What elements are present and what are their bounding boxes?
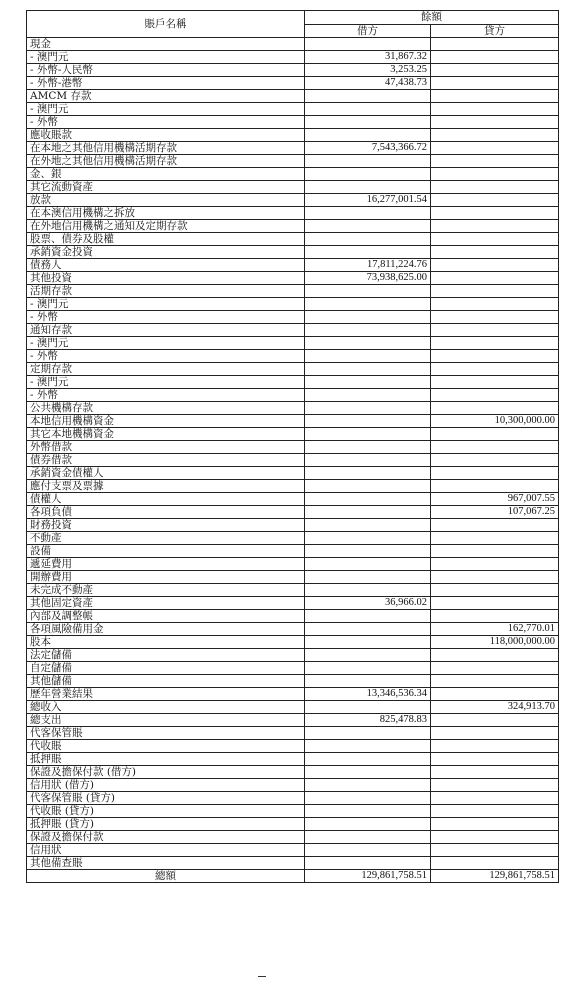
table-row	[27, 636, 559, 649]
credit-cell	[431, 246, 559, 259]
credit-cell: 162,770.01	[431, 623, 559, 636]
debit-cell	[305, 467, 431, 480]
table-row	[27, 259, 559, 272]
account-name-cell: 現金	[27, 38, 305, 51]
debit-cell	[305, 831, 431, 844]
credit-cell	[431, 740, 559, 753]
debit-cell	[305, 753, 431, 766]
account-name-cell: - 外幣	[27, 350, 305, 363]
account-name-cell: 通知存款	[27, 324, 305, 337]
credit-cell	[431, 610, 559, 623]
debit-cell	[305, 220, 431, 233]
table-row	[27, 779, 559, 792]
account-name-cell: 保證及擔保付款 (借方)	[27, 766, 305, 779]
debit-cell	[305, 558, 431, 571]
debit-cell: 47,438.73	[305, 77, 431, 90]
debit-cell	[305, 376, 431, 389]
account-name-cell: 信用狀	[27, 844, 305, 857]
account-name-cell: - 澳門元	[27, 51, 305, 64]
debit-cell	[305, 844, 431, 857]
credit-cell	[431, 519, 559, 532]
debit-cell	[305, 155, 431, 168]
account-name-cell: 外幣借款	[27, 441, 305, 454]
table-row	[27, 285, 559, 298]
debit-cell	[305, 818, 431, 831]
account-name-cell: 放款	[27, 194, 305, 207]
credit-cell: 118,000,000.00	[431, 636, 559, 649]
table-row	[27, 701, 559, 714]
account-name-cell: - 外幣	[27, 389, 305, 402]
account-name-cell: - 澳門元	[27, 337, 305, 350]
credit-cell	[431, 844, 559, 857]
table-row	[27, 740, 559, 753]
account-name-cell: 其他備查賬	[27, 857, 305, 870]
table-row	[27, 519, 559, 532]
account-name-cell: - 外幣-港幣	[27, 77, 305, 90]
account-name-cell: 歷年營業結果	[27, 688, 305, 701]
table-row	[27, 415, 559, 428]
table-row	[27, 532, 559, 545]
table-row	[27, 194, 559, 207]
account-name-cell: 其它本地機構資金	[27, 428, 305, 441]
account-name-cell: 其他投資	[27, 272, 305, 285]
credit-cell: 967,007.55	[431, 493, 559, 506]
debit-cell	[305, 649, 431, 662]
account-name-cell: - 澳門元	[27, 376, 305, 389]
debit-cell: 16,277,001.54	[305, 194, 431, 207]
debit-cell	[305, 636, 431, 649]
credit-cell	[431, 571, 559, 584]
balance-header: 餘額	[305, 11, 559, 25]
table-row	[27, 116, 559, 129]
account-name-cell: 本地信用機構資金	[27, 415, 305, 428]
credit-cell	[431, 480, 559, 493]
debit-cell	[305, 493, 431, 506]
table-row	[27, 77, 559, 90]
credit-cell	[431, 857, 559, 870]
table-row	[27, 662, 559, 675]
account-name-cell: 總支出	[27, 714, 305, 727]
credit-cell	[431, 376, 559, 389]
account-name-cell: 其它流動資產	[27, 181, 305, 194]
credit-cell	[431, 441, 559, 454]
table-row	[27, 558, 559, 571]
table-row	[27, 90, 559, 103]
debit-cell	[305, 506, 431, 519]
account-name-cell: 信用狀 (借方)	[27, 779, 305, 792]
credit-cell	[431, 259, 559, 272]
table-row	[27, 805, 559, 818]
debit-cell	[305, 233, 431, 246]
account-name-cell: 內部及調整帳	[27, 610, 305, 623]
table-row	[27, 402, 559, 415]
table-row	[27, 168, 559, 181]
table-row	[27, 272, 559, 285]
debit-cell	[305, 103, 431, 116]
credit-cell	[431, 129, 559, 142]
debit-cell	[305, 207, 431, 220]
debit-cell	[305, 38, 431, 51]
table-row	[27, 584, 559, 597]
debit-cell: 825,478.83	[305, 714, 431, 727]
debit-cell	[305, 584, 431, 597]
debit-cell	[305, 415, 431, 428]
table-header	[27, 11, 559, 38]
table-row	[27, 792, 559, 805]
account-name-cell: 承銷資金債權人	[27, 467, 305, 480]
account-name-cell: 未完成不動產	[27, 584, 305, 597]
debit-cell	[305, 779, 431, 792]
account-name-cell: 自定儲備	[27, 662, 305, 675]
table-row	[27, 233, 559, 246]
table-row	[27, 51, 559, 64]
debit-cell	[305, 246, 431, 259]
table-row	[27, 428, 559, 441]
table-row	[27, 298, 559, 311]
credit-cell	[431, 662, 559, 675]
debit-cell	[305, 857, 431, 870]
debit-cell	[305, 298, 431, 311]
table-row	[27, 376, 559, 389]
account-name-cell: 設備	[27, 545, 305, 558]
debit-cell	[305, 441, 431, 454]
credit-cell	[431, 298, 559, 311]
credit-cell	[431, 545, 559, 558]
credit-cell	[431, 168, 559, 181]
credit-cell	[431, 77, 559, 90]
table-row	[27, 350, 559, 363]
account-name-cell: - 外幣	[27, 116, 305, 129]
debit-cell	[305, 766, 431, 779]
credit-cell: 10,300,000.00	[431, 415, 559, 428]
account-name-cell: 代客保管賬	[27, 727, 305, 740]
table-row	[27, 454, 559, 467]
table-row	[27, 844, 559, 857]
account-name-cell: 各項負債	[27, 506, 305, 519]
table-row	[27, 545, 559, 558]
table-row	[27, 727, 559, 740]
account-name-cell: 保證及擔保付款	[27, 831, 305, 844]
account-name-cell: 債權人	[27, 493, 305, 506]
debit-cell: 13,346,536.34	[305, 688, 431, 701]
total-label: 總額	[27, 870, 305, 883]
credit-cell	[431, 142, 559, 155]
credit-cell	[431, 272, 559, 285]
table-row	[27, 207, 559, 220]
account-name-cell: 債務人	[27, 259, 305, 272]
table-row	[27, 857, 559, 870]
table-row	[27, 181, 559, 194]
account-name-cell: 活期存款	[27, 285, 305, 298]
account-name-cell: 開辦費用	[27, 571, 305, 584]
debit-cell	[305, 454, 431, 467]
debit-cell: 36,966.02	[305, 597, 431, 610]
credit-cell	[431, 584, 559, 597]
account-name-cell: 總收入	[27, 701, 305, 714]
credit-cell	[431, 792, 559, 805]
credit-cell	[431, 688, 559, 701]
debit-cell	[305, 740, 431, 753]
credit-cell	[431, 454, 559, 467]
account-name-cell: - 澳門元	[27, 298, 305, 311]
debit-cell	[305, 285, 431, 298]
account-name-cell: 不動產	[27, 532, 305, 545]
credit-cell	[431, 350, 559, 363]
credit-cell	[431, 597, 559, 610]
credit-cell	[431, 116, 559, 129]
credit-cell	[431, 38, 559, 51]
account-name-cell: 抵押賬	[27, 753, 305, 766]
credit-cell	[431, 675, 559, 688]
account-name-cell: 承銷資金投資	[27, 246, 305, 259]
credit-cell	[431, 337, 559, 350]
account-name-cell: 財務投資	[27, 519, 305, 532]
credit-cell	[431, 207, 559, 220]
account-name-cell: - 澳門元	[27, 103, 305, 116]
account-name-cell: 代收賬	[27, 740, 305, 753]
table-row	[27, 324, 559, 337]
table-body	[27, 38, 559, 870]
account-name-cell: 遞延費用	[27, 558, 305, 571]
table-footer	[27, 870, 559, 883]
account-name-cell: 抵押賬 (貸方)	[27, 818, 305, 831]
credit-cell	[431, 181, 559, 194]
debit-cell	[305, 480, 431, 493]
credit-cell	[431, 467, 559, 480]
debit-cell	[305, 662, 431, 675]
table-row	[27, 818, 559, 831]
credit-cell	[431, 532, 559, 545]
credit-cell	[431, 818, 559, 831]
table-row	[27, 688, 559, 701]
debit-cell	[305, 311, 431, 324]
debit-header: 借方	[305, 24, 431, 38]
account-name-cell: - 外幣	[27, 311, 305, 324]
debit-cell	[305, 792, 431, 805]
debit-cell	[305, 129, 431, 142]
table-row	[27, 753, 559, 766]
debit-cell: 31,867.32	[305, 51, 431, 64]
debit-cell	[305, 337, 431, 350]
credit-cell	[431, 389, 559, 402]
debit-cell	[305, 116, 431, 129]
table-row	[27, 103, 559, 116]
credit-cell	[431, 194, 559, 207]
debit-cell	[305, 168, 431, 181]
credit-cell	[431, 233, 559, 246]
table-row	[27, 610, 559, 623]
debit-cell	[305, 805, 431, 818]
table-row	[27, 64, 559, 77]
account-name-header: 賬戶名稱	[27, 11, 305, 38]
debit-cell	[305, 90, 431, 103]
credit-cell	[431, 363, 559, 376]
table-row	[27, 493, 559, 506]
debit-cell	[305, 623, 431, 636]
debit-cell	[305, 181, 431, 194]
debit-cell	[305, 727, 431, 740]
account-name-cell: 公共機構存款	[27, 402, 305, 415]
account-name-cell: 應收賬款	[27, 129, 305, 142]
debit-cell: 73,938,625.00	[305, 272, 431, 285]
debit-cell	[305, 363, 431, 376]
page-mark	[258, 976, 266, 977]
table-row	[27, 441, 559, 454]
table-row	[27, 467, 559, 480]
table-row	[27, 675, 559, 688]
credit-cell	[431, 805, 559, 818]
account-name-cell: 在外地之其他信用機構活期存款	[27, 155, 305, 168]
total-debit: 129,861,758.51	[305, 870, 431, 883]
table-row	[27, 220, 559, 233]
table-row	[27, 337, 559, 350]
account-name-cell: - 外幣-人民幣	[27, 64, 305, 77]
account-name-cell: 股票、債券及股權	[27, 233, 305, 246]
table-row	[27, 311, 559, 324]
table-row	[27, 389, 559, 402]
account-name-cell: 應付支票及票據	[27, 480, 305, 493]
total-credit: 129,861,758.51	[431, 870, 559, 883]
debit-cell	[305, 324, 431, 337]
debit-cell	[305, 532, 431, 545]
credit-cell	[431, 766, 559, 779]
table-row	[27, 480, 559, 493]
debit-cell	[305, 675, 431, 688]
account-name-cell: 在本澳信用機構之拆放	[27, 207, 305, 220]
debit-cell	[305, 571, 431, 584]
account-name-cell: 金、銀	[27, 168, 305, 181]
account-name-cell: AMCM 存款	[27, 90, 305, 103]
credit-cell	[431, 649, 559, 662]
table-row	[27, 649, 559, 662]
debit-cell: 3,253.25	[305, 64, 431, 77]
credit-cell	[431, 727, 559, 740]
credit-cell	[431, 831, 559, 844]
account-name-cell: 在本地之其他信用機構活期存款	[27, 142, 305, 155]
credit-header: 貸方	[431, 24, 559, 38]
account-name-cell: 其他固定資產	[27, 597, 305, 610]
account-name-cell: 定期存款	[27, 363, 305, 376]
debit-cell	[305, 610, 431, 623]
credit-cell	[431, 311, 559, 324]
credit-cell	[431, 558, 559, 571]
credit-cell	[431, 402, 559, 415]
table-row	[27, 623, 559, 636]
table-row	[27, 766, 559, 779]
table-row	[27, 571, 559, 584]
credit-cell	[431, 64, 559, 77]
debit-cell	[305, 350, 431, 363]
credit-cell	[431, 324, 559, 337]
debit-cell: 7,543,366.72	[305, 142, 431, 155]
table-row	[27, 363, 559, 376]
table-row	[27, 246, 559, 259]
table-row	[27, 129, 559, 142]
account-name-cell: 代客保管賬 (貸方)	[27, 792, 305, 805]
debit-cell	[305, 701, 431, 714]
debit-cell	[305, 402, 431, 415]
debit-cell	[305, 519, 431, 532]
credit-cell: 324,913.70	[431, 701, 559, 714]
account-name-cell: 代收賬 (貸方)	[27, 805, 305, 818]
account-name-cell: 各項風險備用金	[27, 623, 305, 636]
debit-cell: 17,811,224.76	[305, 259, 431, 272]
account-name-cell: 法定儲備	[27, 649, 305, 662]
debit-cell	[305, 545, 431, 558]
debit-cell	[305, 428, 431, 441]
table-row	[27, 831, 559, 844]
debit-cell	[305, 389, 431, 402]
table-row	[27, 155, 559, 168]
credit-cell	[431, 90, 559, 103]
credit-cell	[431, 428, 559, 441]
table-row	[27, 597, 559, 610]
credit-cell	[431, 779, 559, 792]
account-name-cell: 其他儲備	[27, 675, 305, 688]
account-name-cell: 在外地信用機構之通知及定期存款	[27, 220, 305, 233]
account-name-cell: 債券借款	[27, 454, 305, 467]
credit-cell: 107,067.25	[431, 506, 559, 519]
account-name-cell: 股本	[27, 636, 305, 649]
total-row	[27, 870, 559, 883]
credit-cell	[431, 51, 559, 64]
table-row	[27, 38, 559, 51]
trial-balance-table	[26, 10, 559, 883]
credit-cell	[431, 285, 559, 298]
credit-cell	[431, 103, 559, 116]
credit-cell	[431, 753, 559, 766]
table-row	[27, 506, 559, 519]
credit-cell	[431, 714, 559, 727]
credit-cell	[431, 155, 559, 168]
table-row	[27, 714, 559, 727]
table-row	[27, 142, 559, 155]
credit-cell	[431, 220, 559, 233]
